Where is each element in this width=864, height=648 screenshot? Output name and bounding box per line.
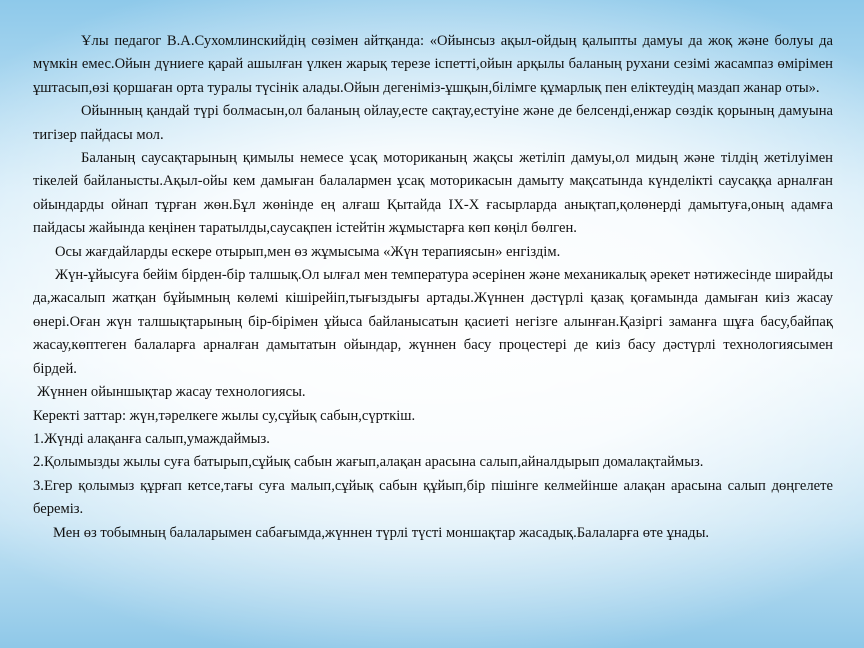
step-1: 1.Жүнді алақанға салып,умаждаймыз. [33,430,270,447]
paragraph-fine-motor: Баланың саусақтарының қимылы немесе ұсақ моториканың жақсы жетіліп дамуы,ол мидың және тілдің жетілуімен тікелей байланысты.Ақыл-ойы кем дамыған балалармен ұсақ моторикасын дамыту мақсатында күнделікті саусаққа арналған ойындарды ойнап тұрған жөн.Бұл жөнінде ең алғаш Қытайда IX-X ғасырларда анықтап,қолөнерді дамытуға,оның адамға пайдасы жайында кеңінен таратылды,саусақпен істейтін жұмыстарға көп көңіл бөлген. [33,150,833,237]
paragraph-game-benefits: Ойынның қандай түрі болмасын,ол баланың ойлау,есте сақтау,естуіне және де белсенді,енжар сөздік қорының дамуына тигізер пайдасы мол. [33,103,833,143]
paragraph-conclusion: Мен өз тобымның балаларымен сабағымда,жүннен түрлі түсті моншақтар жасадық.Балаларға өте ұнады. [53,524,710,541]
paragraph-wool-therapy-intro: Осы жағдайларды ескере отырып,мен өз жұмысыма «Жүн терапиясын» енгіздім. [55,243,561,260]
step-2: 2.Қолымызды жылы суға батырып,сұйық сабын жағып,алақан арасына салып,айналдырып домалақтаймыз. [33,454,704,471]
paragraph-technology-heading: Жүннен ойыншықтар жасау технологиясы. [37,384,306,401]
paragraph-quote: Ұлы педагог В.А.Сухомлинскийдің сөзімен айтқанда: «Ойынсыз ақыл-ойдың қалыпты дамуы да жоқ және болуы да мүмкін емес.Ойын дүниеге қарай ашылған үлкен жарық терезе іспетті,ойын арқылы баланың рухани сезімі жасампаз өмірімен ұштасып,өзі қоршаған орта туралы түсінік алады.Ойын дегеніміз-ұшқын,білімге құмарлық пен еліктеудің маздап жанар оты». [33,33,833,96]
step-3: 3.Егер қолымыз құрғап кетсе,тағы суға малып,сұйық сабын құйып,бір пішінге келмейінше алақан арасына салып дөңгелете береміз. [33,477,833,518]
slide-text-body [33,30,833,545]
paragraph-materials: Керекті заттар: жүн,тәрелкеге жылы су,сұйық сабын,сүрткіш. [33,407,416,424]
paragraph-wool-properties: Жүн-ұйысуға бейім бірден-бір талшық.Ол ылғал мен температура әсерінен және механикалық әрекет нәтижесінде ширайды да,жасалып жатқан бұйымның көлемі кішірейіп,тығыздығы артады.Жүннен дәстүрлі қазақ қоғамында дамыған киіз жасау өнері.Оған жүн талшықтарының бір-бірімен ұйыса байланысатын қасиеті негізге алынған.Қазіргі заманға шұға басу,байпақ жасау,көптеген балаларға арналған дамытатын ойындар, жүннен басу процестері де киіз басу дәстүрлі технологиясымен бірдей. [33,267,833,377]
